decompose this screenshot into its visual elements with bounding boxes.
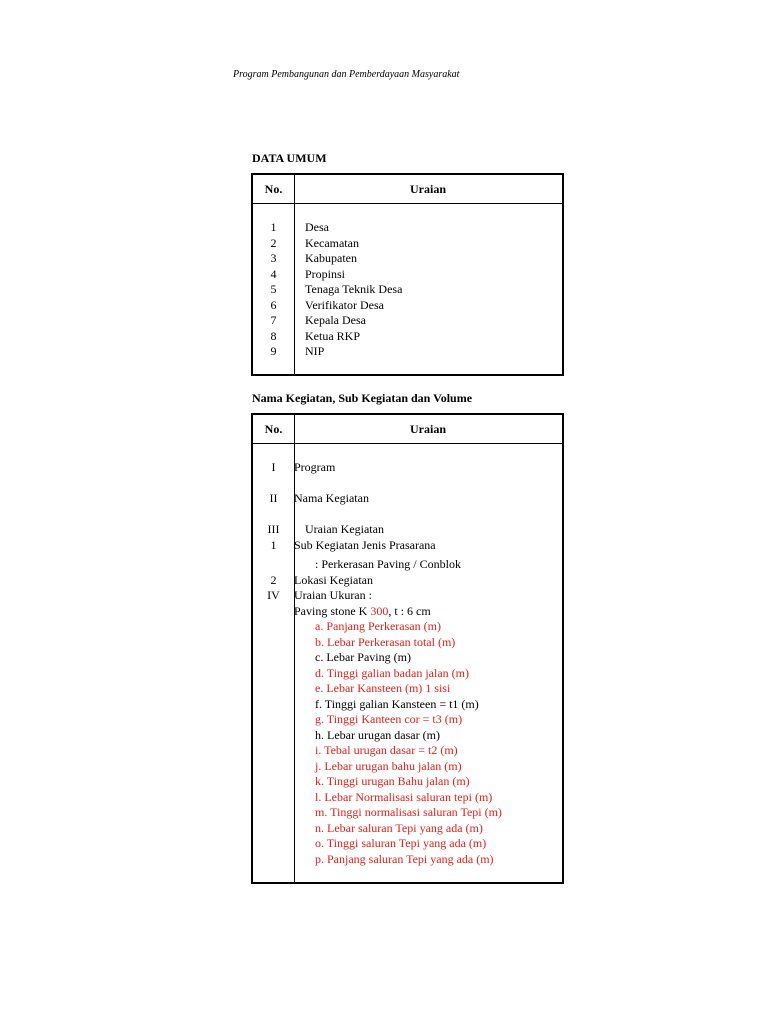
row-number: 6 <box>270 297 277 312</box>
row-number: I <box>271 460 276 474</box>
row-text: m. Tinggi normalisasi saluran Tepi (m) <box>315 805 502 819</box>
row-text: Kepala Desa <box>305 313 366 327</box>
row-text: a. Panjang Perkerasan (m) <box>315 619 441 633</box>
document-header: Program Pembangunan dan Pemberdayaan Masyarakat <box>233 69 460 80</box>
row-text: Tenaga Teknik Desa <box>305 282 403 296</box>
row-number: 5 <box>270 282 277 296</box>
row-text: c. Lebar Paving (m) <box>315 650 411 664</box>
row-text: Desa <box>305 220 329 234</box>
row-text: g. Tinggi Kanteen cor = t3 (m) <box>315 712 463 726</box>
row-number: 1 <box>270 220 277 234</box>
row-number: IV <box>267 588 280 602</box>
row-number: 4 <box>270 266 277 281</box>
paving-strength-value: 300 <box>370 603 389 618</box>
section-title-data-umum: DATA UMUM <box>252 151 327 165</box>
row-text: j. Lebar urugan bahu jalan (m) <box>315 758 462 773</box>
row-text: Sub Kegiatan Jenis Prasarana <box>294 537 436 552</box>
row-text: n. Lebar saluran Tepi yang ada (m) <box>315 820 483 835</box>
row-text: Verifikator Desa <box>305 297 384 312</box>
row-text: Propinsi <box>305 266 346 281</box>
data-umum-table <box>251 173 564 376</box>
row-number: 3 <box>270 251 277 265</box>
paving-thickness: , t : 6 cm <box>388 603 431 618</box>
section-title-nama-kegiatan: Nama Kegiatan, Sub Kegiatan dan Volume <box>252 391 473 405</box>
row-text: k. Tinggi urugan Bahu jalan (m) <box>315 774 470 788</box>
row-number: 8 <box>270 328 277 343</box>
column-divider <box>294 175 295 374</box>
column-header-uraian: Uraian <box>410 422 446 436</box>
column-header-uraian: Uraian <box>410 182 446 196</box>
row-number: 2 <box>270 572 277 587</box>
row-text: d. Tinggi galian badan jalan (m) <box>315 665 469 680</box>
row-number: III <box>267 522 280 536</box>
row-text: Lokasi Kegiatan <box>294 572 373 587</box>
row-text: l. Lebar Normalisasi saluran tepi (m) <box>315 789 493 804</box>
row-text: Ketua RKP <box>305 328 360 343</box>
column-header-no: No. <box>264 422 283 436</box>
column-divider <box>294 415 295 882</box>
row-text: Uraian Ukuran : <box>294 588 372 602</box>
row-text: Kabupaten <box>305 251 357 265</box>
row-text: Kecamatan <box>305 235 359 250</box>
row-text: e. Lebar Kansteen (m) 1 sisi <box>315 681 451 695</box>
table-header <box>253 415 562 444</box>
row-text: Uraian Kegiatan <box>305 522 384 536</box>
row-text <box>294 604 431 619</box>
row-text: b. Lebar Perkerasan total (m) <box>315 634 456 649</box>
table-header <box>253 175 562 204</box>
column-header-no: No. <box>264 182 283 196</box>
row-number: 2 <box>270 235 277 250</box>
row-number: 1 <box>270 537 277 552</box>
row-number: 9 <box>270 344 277 358</box>
row-number: 7 <box>270 313 277 327</box>
row-text: f. Tinggi galian Kansteen = t1 (m) <box>315 696 479 711</box>
row-text: i. Tebal urugan dasar = t2 (m) <box>315 743 458 757</box>
kegiatan-table <box>251 413 564 884</box>
row-text: h. Lebar urugan dasar (m) <box>315 727 440 742</box>
row-text: : Perkerasan Paving / Conblok <box>315 557 461 571</box>
row-text: o. Tinggi saluran Tepi yang ada (m) <box>315 836 487 850</box>
row-text: NIP <box>305 344 325 358</box>
paving-label: Paving stone K <box>294 603 371 618</box>
row-text: Nama Kegiatan <box>294 491 369 505</box>
row-text: Program <box>294 460 336 474</box>
row-text: p. Panjang saluran Tepi yang ada (m) <box>315 851 494 866</box>
row-number: II <box>269 491 278 505</box>
